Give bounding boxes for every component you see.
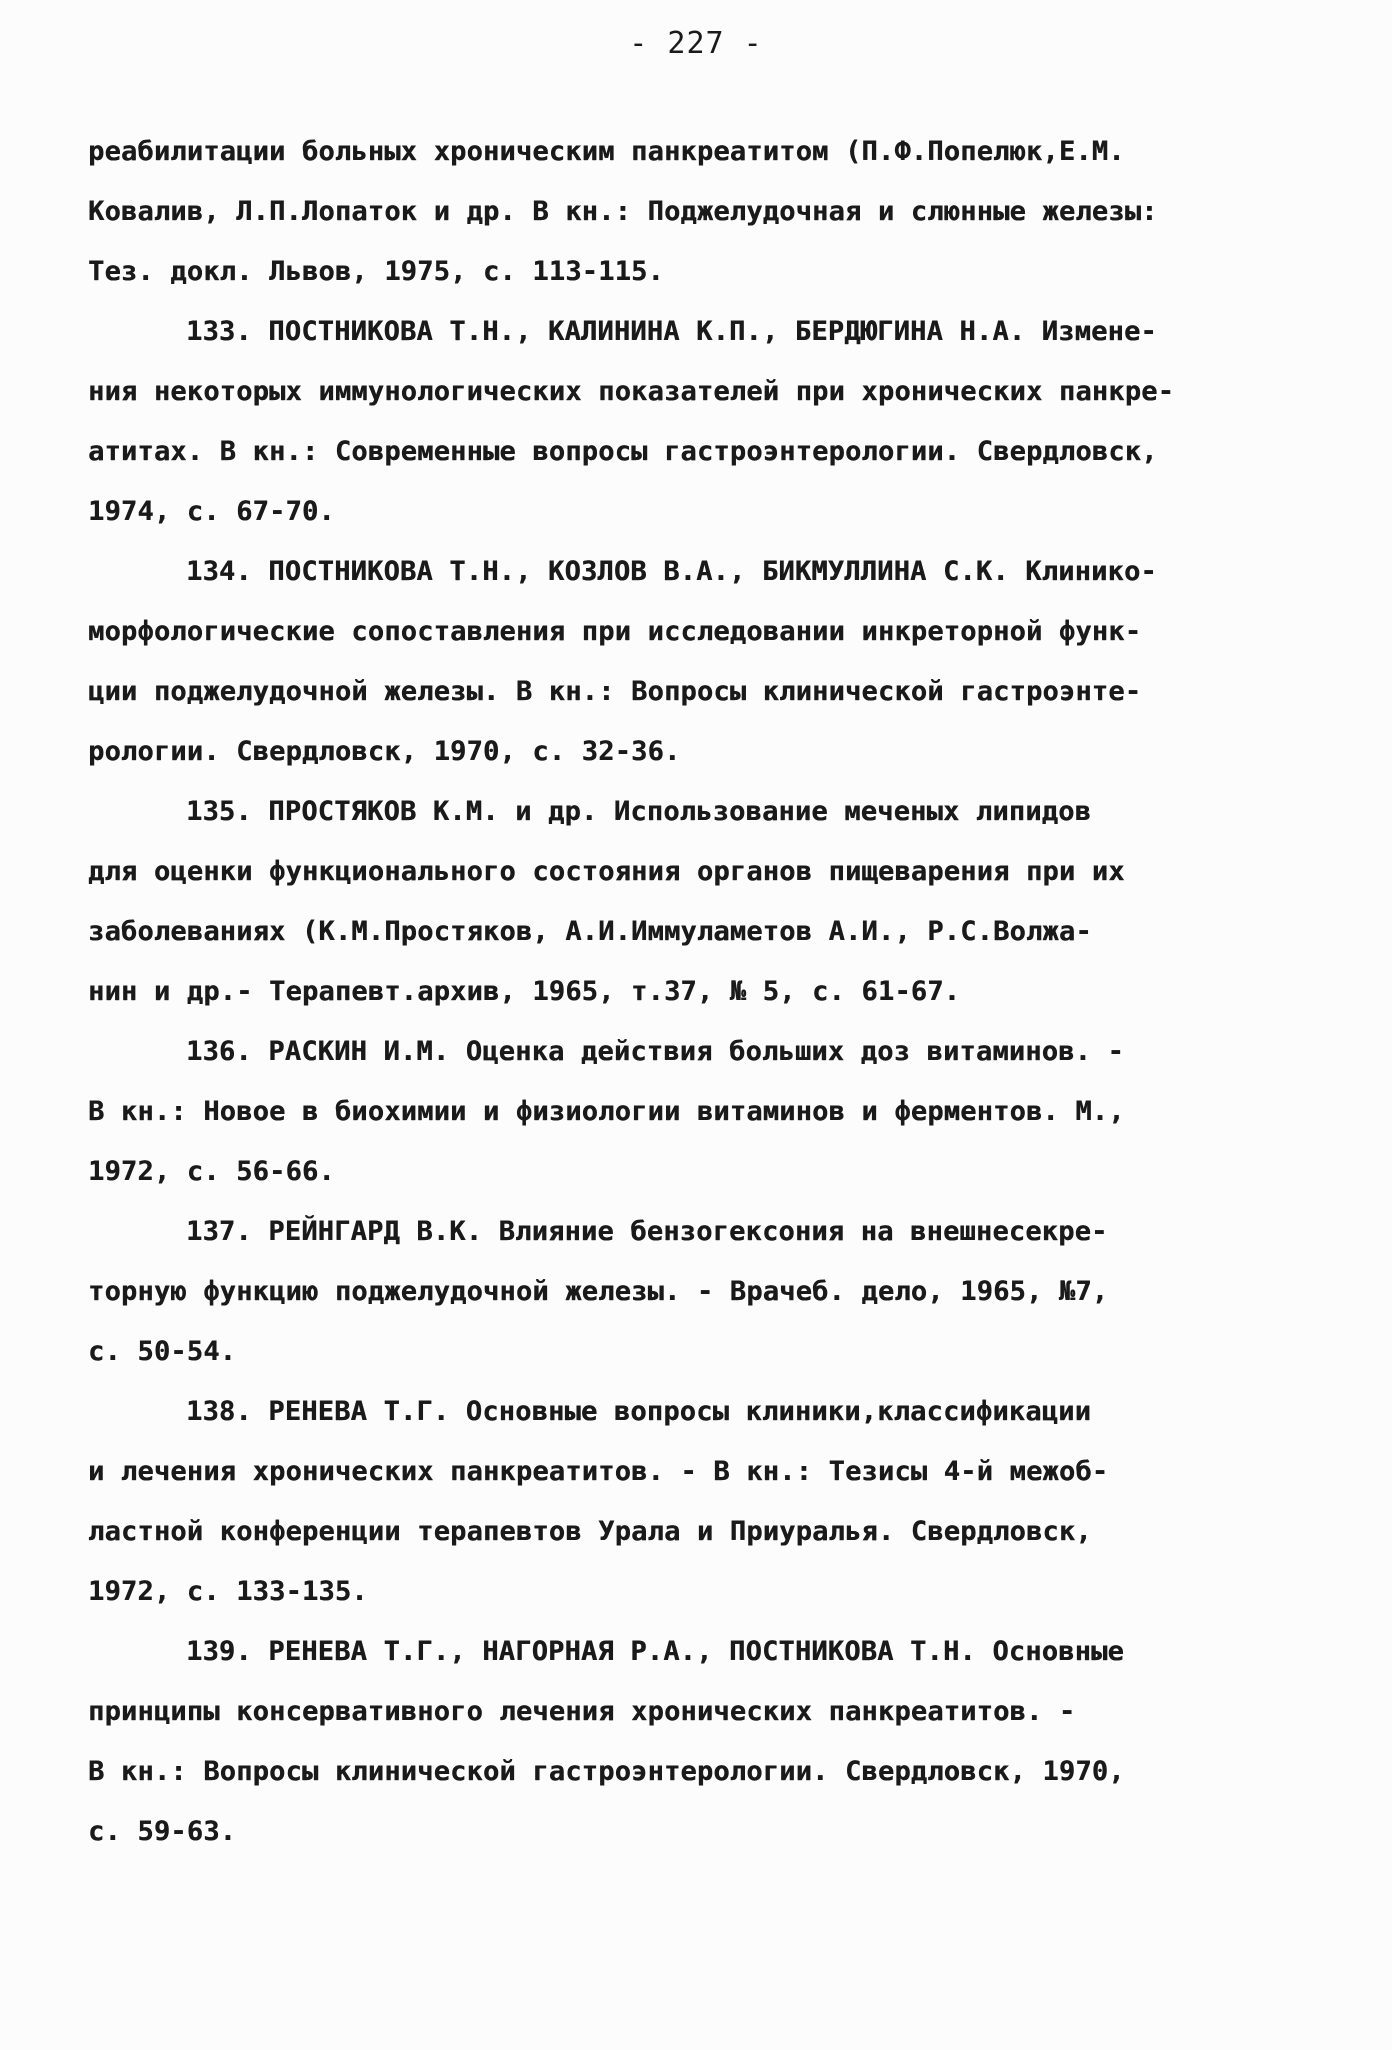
text-line: В кн.: Новое в биохимии и физиологии витаминов и ферментов. М., [88,1096,1125,1127]
text-line: Ковалив, Л.П.Лопаток и др. В кн.: Поджелудочная и слюнные железы: [88,196,1158,227]
text-line: принципы консервативного лечения хронических панкреатитов. - [88,1696,1076,1727]
text-line: для оценки функционального состояния органов пищеварения при их [88,856,1125,887]
text-line: ции поджелудочной железы. В кн.: Вопросы клинической гастроэнте- [88,676,1142,707]
text-line: 134. ПОСТНИКОВА Т.Н., КОЗЛОВ В.А., БИКМУЛЛИНА С.К. Клинико- [186,556,1157,587]
text-line: с. 59-63. [88,1816,237,1847]
text-line: 136. РАСКИН И.М. Оценка действия больших доз витаминов. - [186,1036,1124,1067]
bibliography-text [88,122,1318,1862]
text-line: 135. ПРОСТЯКОВ К.М. и др. Использование меченых липидов [186,796,1092,827]
text-line: 138. РЕНЕВА Т.Г. Основные вопросы клиники,классификации [186,1396,1092,1427]
text-line: 137. РЕЙНГАРД В.К. Влияние бензогексония на внешнесекре- [186,1216,1108,1247]
text-line: 1972, с. 56-66. [88,1156,335,1187]
text-line: 133. ПОСТНИКОВА Т.Н., КАЛИНИНА К.П., БЕРДЮГИНА Н.А. Измене- [186,316,1157,347]
text-line: рологии. Свердловск, 1970, с. 32-36. [88,736,681,767]
text-line: заболеваниях (К.М.Простяков, А.И.Иммуламетов А.И., Р.С.Волжа- [88,916,1092,947]
text-line: ния некоторых иммунологических показателей при хронических панкре- [88,376,1175,407]
text-line: В кн.: Вопросы клинической гастроэнтерологии. Свердловск, 1970, [88,1756,1125,1787]
text-line: торную функцию поджелудочной железы. - Врачеб. дело, 1965, №7, [88,1276,1109,1307]
page-number: - 227 - [629,26,763,61]
text-line: Тез. докл. Львов, 1975, с. 113-115. [88,256,664,287]
text-line: ластной конференции терапевтов Урала и Приуралья. Свердловск, [88,1516,1092,1547]
text-line: 139. РЕНЕВА Т.Г., НАГОРНАЯ Р.А., ПОСТНИКОВА Т.Н. Основные [186,1636,1124,1667]
text-line: с. 50-54. [88,1336,237,1367]
text-line: 1974, с. 67-70. [88,496,335,527]
text-line: морфологические сопоставления при исследовании инкреторной функ- [88,616,1142,647]
text-line: и лечения хронических панкреатитов. - В кн.: Тезисы 4-й межоб- [88,1456,1109,1487]
text-line: нин и др.- Терапевт.архив, 1965, т.37, № 5, с. 61-67. [88,976,961,1007]
text-line: реабилитации больных хроническим панкреатитом (П.Ф.Попелюк,Е.М. [88,136,1125,167]
text-line: 1972, с. 133-135. [88,1576,368,1607]
text-line: атитах. В кн.: Современные вопросы гастроэнтерологии. Свердловск, [88,436,1158,467]
